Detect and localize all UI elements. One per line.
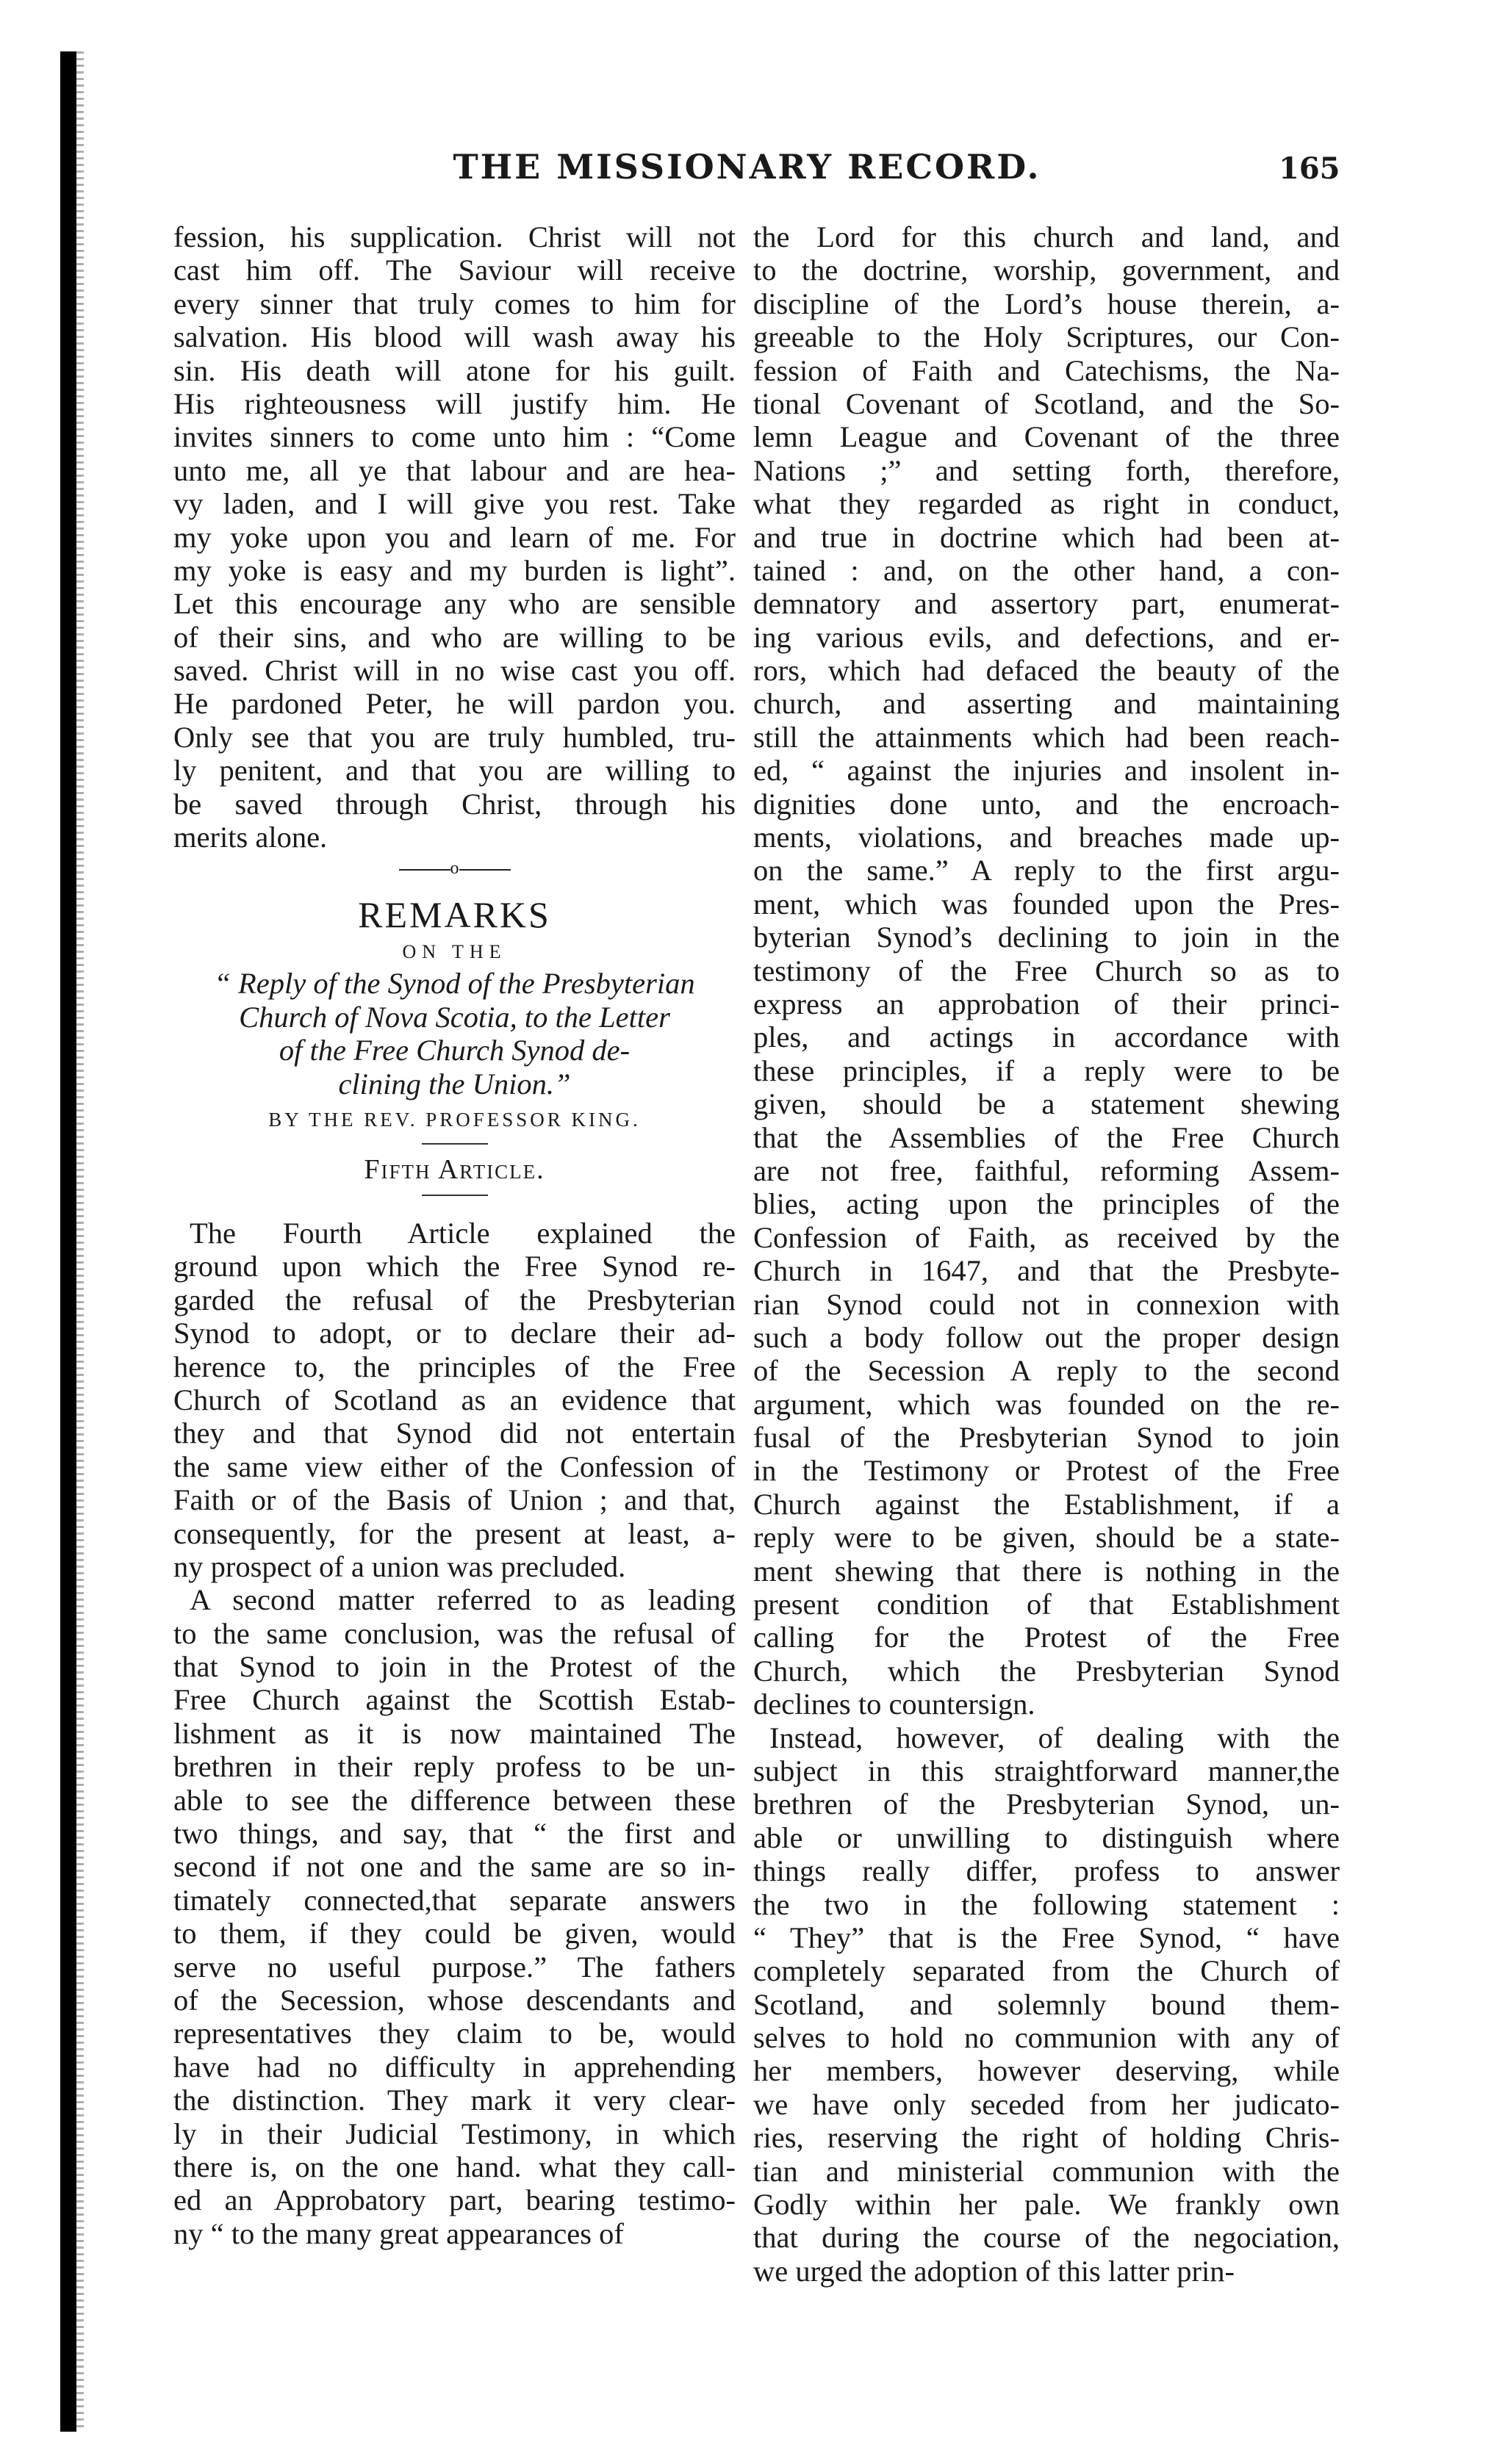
- text-line: lemn League and Covenant of the three: [753, 420, 1340, 454]
- text-line: that Synod to join in the Protest of the: [173, 1650, 736, 1684]
- text-line: Synod to adopt, or to declare their ad-: [173, 1316, 736, 1350]
- text-line: byterian Synod’s declining to join in the: [753, 921, 1340, 954]
- text-line: we have only seceded from her judicato-: [753, 2087, 1340, 2121]
- text-line: He pardoned Peter, he will pardon you.: [173, 687, 736, 721]
- text-line: rian Synod could not in connexion with: [753, 1287, 1340, 1321]
- text-line: able to see the difference between these: [173, 1783, 736, 1817]
- text-line: merits alone.: [173, 821, 328, 854]
- reply-title: [173, 967, 736, 1100]
- reply-title-line: clining the Union.”: [338, 1067, 571, 1100]
- text-line: Free Church against the Scottish Estab-: [173, 1683, 736, 1717]
- text-line: brethren in their reply profess to be un-: [173, 1750, 736, 1784]
- text-line: ny prospect of a union was precluded.: [173, 1549, 626, 1583]
- text-line: discipline of the Lord’s house therein, a-: [753, 287, 1340, 320]
- reply-title-line: of the Free Church Synod de-: [279, 1034, 631, 1067]
- text-line: tional Covenant of Scotland, and the So-: [753, 386, 1340, 420]
- text-line: tained : and, on the other hand, a con-: [753, 553, 1340, 587]
- text-line: Faith or of the Basis of Union ; and that,: [173, 1483, 736, 1517]
- text-line: Church against the Establishment, if a: [753, 1487, 1340, 1521]
- text-line: His righteousness will justify him. He: [173, 386, 736, 420]
- text-line: given, should be a statement shewing: [753, 1087, 1340, 1121]
- book-binding-edge: [60, 51, 76, 2432]
- text-line: Nations ;” and setting forth, therefore,: [753, 453, 1340, 487]
- text-line: blies, acting upon the principles of the: [753, 1187, 1340, 1221]
- text-line: The Fourth Article explained the: [190, 1216, 736, 1250]
- text-line: ly penitent, and that you are willing to: [173, 754, 736, 788]
- remarks-heading: REMARKS: [358, 894, 551, 936]
- text-line: two things, and say, that “ the first and: [173, 1817, 736, 1851]
- text-line: of the Secession, whose descendants and: [173, 1983, 736, 2017]
- text-line: A second matter referred to as leading: [190, 1583, 736, 1617]
- text-line: to the doctrine, worship, government, and: [753, 253, 1340, 287]
- text-line: representatives they claim to be, would: [173, 2017, 736, 2050]
- text-line: fession of Faith and Catechisms, the Na-: [753, 353, 1340, 387]
- text-line: that during the course of the negociation,: [753, 2221, 1340, 2255]
- text-line: that the Assemblies of the Free Church: [753, 1120, 1340, 1154]
- text-line: second if not one and the same are so in-: [173, 1850, 736, 1884]
- text-line: things really differ, profess to answer: [753, 1854, 1340, 1888]
- text-line: express an approbation of their princi-: [753, 987, 1340, 1020]
- text-line: able or unwilling to distinguish where: [753, 1820, 1340, 1854]
- text-line: Godly within her pale. We frankly own: [753, 2188, 1340, 2222]
- text-line: Church in 1647, and that the Presbyte-: [753, 1254, 1340, 1288]
- text-line: Confession of Faith, as received by the: [753, 1220, 1340, 1254]
- text-line: herence to, the principles of the Free: [173, 1350, 736, 1383]
- text-line: dignities done unto, and the encroach-: [753, 787, 1340, 821]
- text-line: the same view either of the Confession of: [173, 1449, 736, 1483]
- text-line: sin. His death will atone for his guilt.: [173, 353, 736, 387]
- text-line: vy laden, and I will give you rest. Take: [173, 487, 736, 521]
- text-line: subject in this straightforward manner,the: [753, 1754, 1340, 1787]
- left-body-text: [173, 1217, 736, 2250]
- text-line: demnatory and assertory part, enumerat-: [753, 587, 1340, 621]
- text-line: testimony of the Free Church so as to: [753, 954, 1340, 987]
- text-line: have had no difficulty in apprehending: [173, 2050, 736, 2083]
- right-column: [753, 220, 1340, 2288]
- text-line: are not free, faithful, reforming Assem-: [753, 1153, 1340, 1187]
- text-line: we urged the adoption of this latter prin-: [753, 2254, 1235, 2288]
- text-line: present condition of that Establishment: [753, 1588, 1340, 1621]
- text-line: ly in their Judicial Testimony, in which: [173, 2117, 736, 2150]
- text-line: ries, reserving the right of holding Chris-: [753, 2121, 1340, 2155]
- text-line: every sinner that truly comes to him for: [173, 287, 736, 320]
- left-column: [173, 220, 736, 2250]
- text-line: Scotland, and solemnly bound them-: [753, 1987, 1340, 2021]
- text-line: ment, which was founded upon the Pres-: [753, 887, 1340, 921]
- text-line: they and that Synod did not entertain: [173, 1416, 736, 1450]
- text-line: there is, on the one hand. what they call-: [173, 2150, 736, 2183]
- text-line: ing various evils, and defections, and er-: [753, 620, 1340, 654]
- text-line: Church of Scotland as an evidence that: [173, 1383, 736, 1416]
- text-line: tian and ministerial communion with the: [753, 2154, 1340, 2188]
- text-line: Only see that you are truly humbled, tru-: [173, 720, 736, 754]
- remarks-subheading: ON THE: [402, 941, 507, 963]
- byline: BY THE REV. PROFESSOR KING.: [268, 1108, 641, 1131]
- left-intro-text: [173, 220, 736, 854]
- text-line: ground upon which the Free Synod re-: [173, 1250, 736, 1283]
- text-line: rors, which had defaced the beauty of the: [753, 654, 1340, 688]
- short-rule: [422, 1195, 488, 1196]
- text-line: ny “ to the many great appearances of: [173, 2216, 624, 2250]
- text-line: garded the refusal of the Presbyterian: [173, 1283, 736, 1316]
- right-body-text: [753, 220, 1340, 2288]
- text-line: ples, and actings in accordance with: [753, 1020, 1340, 1054]
- text-line: fession, his supplication. Christ will not: [173, 220, 736, 253]
- text-line: Church, which the Presbyterian Synod: [753, 1654, 1340, 1687]
- text-line: ed an Approbatory part, bearing testimo-: [173, 2183, 736, 2217]
- text-line: ment shewing that there is nothing in the: [753, 1554, 1340, 1588]
- text-line: in the Testimony or Protest of the Free: [753, 1454, 1340, 1488]
- text-line: what they regarded as right in conduct,: [753, 487, 1340, 521]
- page-number: 165: [1279, 151, 1340, 186]
- text-line: Instead, however, of dealing with the: [769, 1721, 1340, 1754]
- text-line: brethren of the Presbyterian Synod, un-: [753, 1787, 1340, 1821]
- text-line: calling for the Protest of the Free: [753, 1621, 1340, 1654]
- section-separator: o: [173, 854, 736, 883]
- text-line: to them, if they could be given, would: [173, 1917, 736, 1950]
- text-line: the distinction. They mark it very clear-: [173, 2083, 736, 2117]
- text-line: “ They” that is the Free Synod, “ have: [753, 1920, 1340, 1954]
- text-line: invites sinners to come unto him : “Come: [173, 420, 736, 454]
- text-line: timately connected,that separate answers: [173, 1883, 736, 1917]
- short-rule: [422, 1143, 488, 1145]
- text-line: reply were to be given, should be a state-: [753, 1521, 1340, 1555]
- text-line: of their sins, and who are willing to be: [173, 620, 736, 654]
- text-line: ed, “ against the injuries and insolent in-: [753, 754, 1340, 788]
- text-line: such a body follow out the proper design: [753, 1320, 1340, 1354]
- reply-title-line: Church of Nova Scotia, to the Letter: [239, 1000, 670, 1034]
- text-line: her members, however deserving, while: [753, 2054, 1340, 2088]
- text-line: greeable to the Holy Scriptures, our Con-: [753, 320, 1340, 354]
- text-line: these principles, if a reply were to be: [753, 1053, 1340, 1087]
- binding-shadow: [76, 51, 84, 2432]
- text-line: and true in doctrine which had been at-: [753, 520, 1340, 554]
- text-line: cast him off. The Saviour will receive: [173, 253, 736, 287]
- text-line: the Lord for this church and land, and: [753, 220, 1340, 253]
- text-line: selves to hold no communion with any of: [753, 2021, 1340, 2055]
- text-line: completely separated from the Church of: [753, 1954, 1340, 1988]
- text-line: on the same.” A reply to the first argu-: [753, 854, 1340, 887]
- text-line: ments, violations, and breaches made up-: [753, 821, 1340, 854]
- text-line: consequently, for the present at least, a-: [173, 1516, 736, 1550]
- text-line: my yoke upon you and learn of me. For: [173, 520, 736, 554]
- text-line: church, and asserting and maintaining: [753, 687, 1340, 721]
- text-line: serve no useful purpose.” The fathers: [173, 1950, 736, 1984]
- article-heading: Fifth Article.: [364, 1153, 545, 1185]
- reply-title-line: “ Reply of the Synod of the Presbyterian: [214, 967, 695, 1001]
- text-line: to the same conclusion, was the refusal of: [173, 1616, 736, 1650]
- text-line: lishment as it is now maintained The: [173, 1716, 736, 1750]
- text-line: unto me, all ye that labour and are hea-: [173, 453, 736, 487]
- text-line: saved. Christ will in no wise cast you off.: [173, 654, 736, 688]
- text-line: be saved through Christ, through his: [173, 787, 736, 821]
- text-line: my yoke is easy and my burden is light”.: [173, 553, 736, 587]
- text-line: declines to countersign.: [753, 1687, 1035, 1721]
- running-header-title: THE MISSIONARY RECORD.: [453, 147, 1041, 187]
- text-line: of the Secession A reply to the second: [753, 1354, 1340, 1388]
- text-line: salvation. His blood will wash away his: [173, 320, 736, 354]
- text-line: Let this encourage any who are sensible: [173, 587, 736, 621]
- text-line: fusal of the Presbyterian Synod to join: [753, 1421, 1340, 1455]
- text-line: the two in the following statement :: [753, 1887, 1340, 1921]
- text-line: still the attainments which had been reach-: [753, 720, 1340, 754]
- text-line: argument, which was founded on the re-: [753, 1387, 1340, 1421]
